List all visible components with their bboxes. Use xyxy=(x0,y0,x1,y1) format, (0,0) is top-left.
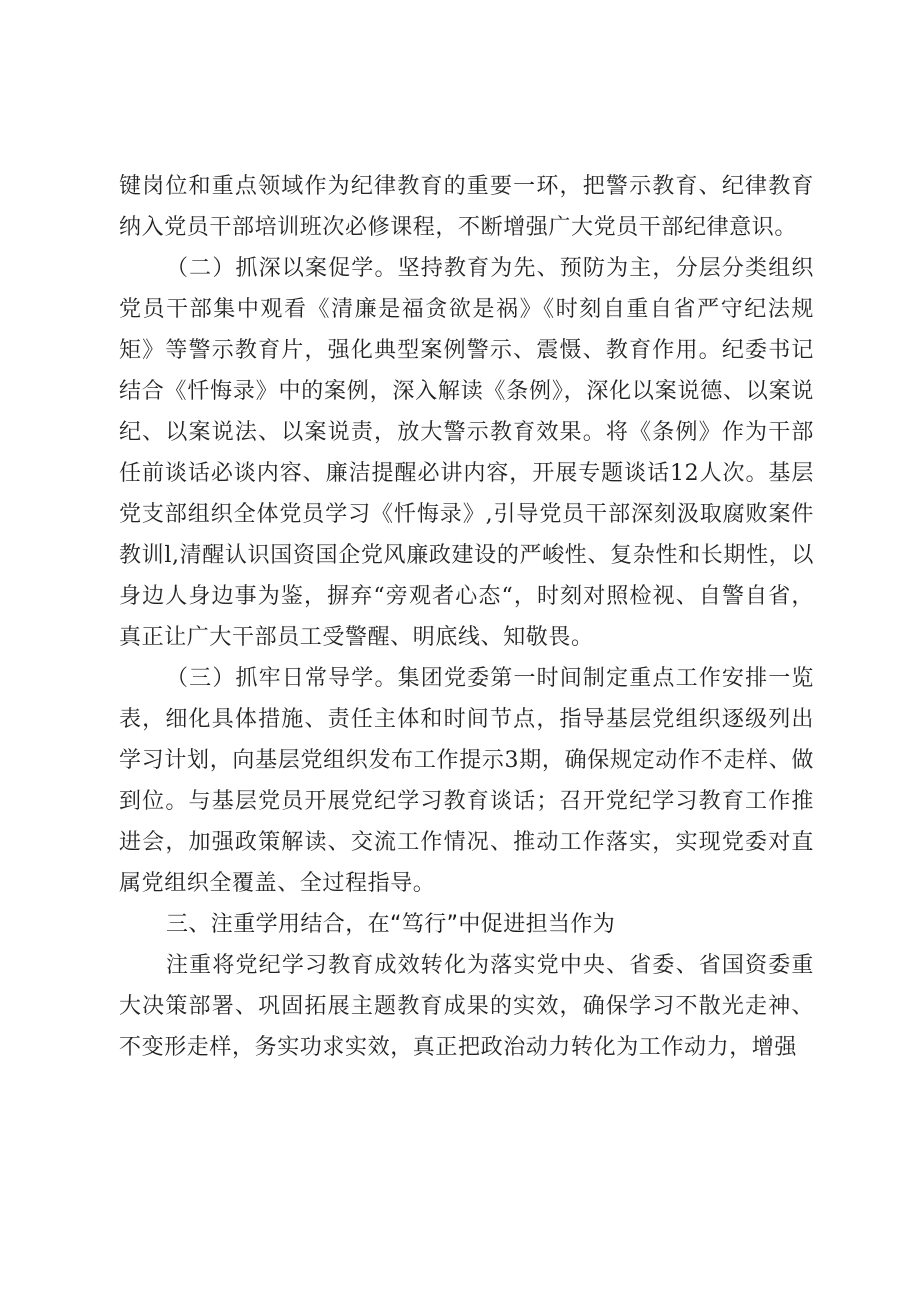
section-heading-three: 三、注重学用结合，在“笃行”中促进担当作为 xyxy=(166,912,616,937)
document-body xyxy=(119,166,814,1068)
paragraph-case-study-learning: （二）抓深以案促学。坚持教育为先、预防为主，分层分类组织党员干部集中观看《清廉是福贪欲是祸》《时刻自重自省严守纪法规矩》等警示教育片，强化典型案例警示、震慑、教育作用。纪委书记结合《忏悔录》中的案例，深入解读《条例》，深化以案说德、以案说纪、以案说法、以案说责，放大警示教育效果。将《条例》作为干部任前谈话必谈内容、廉洁提醒必讲内容，开展专题谈话12人次。基层党支部组织全体党员学习《忏悔录》,引导党员干部深刻汲取腐败案件教训l,清醒认识国资国企党风廉政建设的严峻性、复杂性和长期性，以身边人身边事为鉴，摒弃“旁观者心态“，时刻对照检视、自警自省，真正让广大干部员工受警醒、明底线、知敬畏。 xyxy=(119,256,814,650)
paragraph-section-three-intro: 注重将党纪学习教育成效转化为落实党中央、省委、省国资委重大决策部署、巩固拓展主题教育成果的实效，确保学习不散光走神、不变形走样，务实功求实效，真正把政治动力转化为工作动力，增强 xyxy=(119,953,814,1060)
paragraph-daily-guidance: （三）抓牢日常导学。集团党委第一时间制定重点工作安排一览表，细化具体措施、责任主体和时间节点，指导基层党组织逐级列出学习计划，向基层党组织发布工作提示3期，确保规定动作不走样、做到位。与基层党员开展党纪学习教育谈话；召开党纪学习教育工作推进会，加强政策解读、交流工作情况、推动工作落实，实现党委对直属党组织全覆盖、全过程指导。 xyxy=(119,666,814,896)
paragraph-continuation: 键岗位和重点领域作为纪律教育的重要一环，把警示教育、纪律教育纳入党员干部培训班次必修课程，不断增强广大党员干部纪律意识。 xyxy=(119,174,814,240)
